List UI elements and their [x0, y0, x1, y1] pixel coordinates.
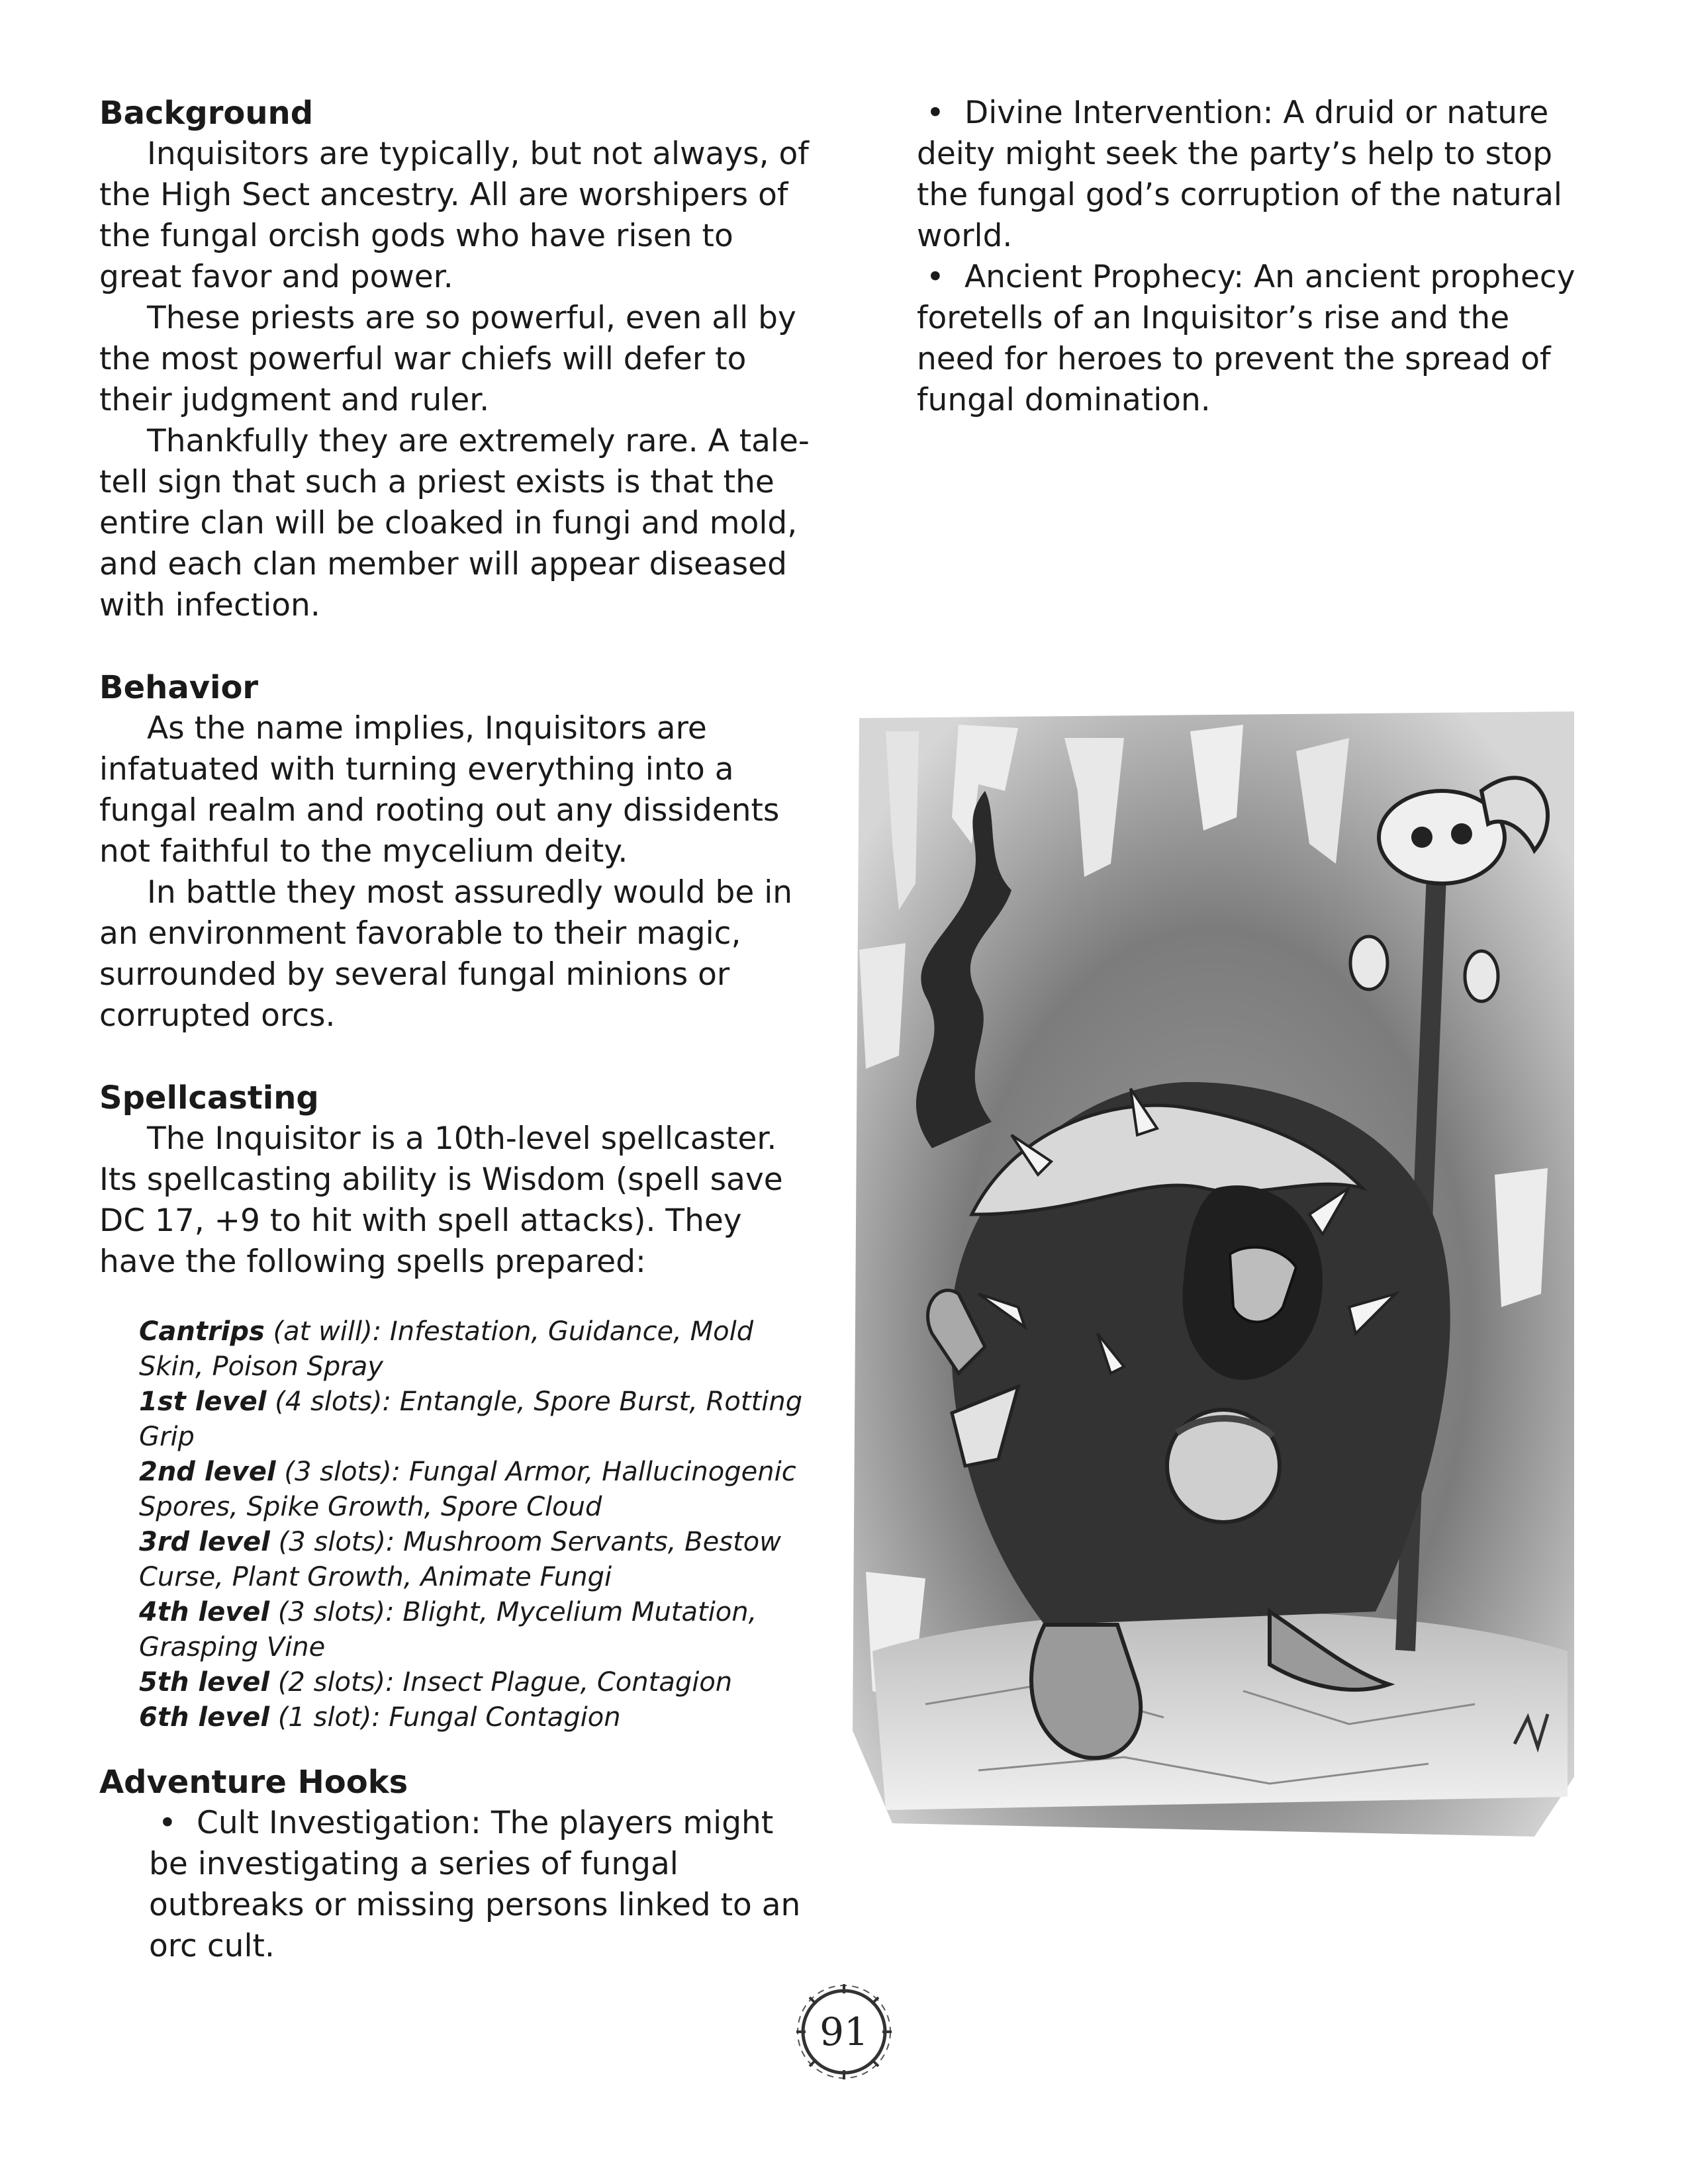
spell-level-entry: 1st level (4 slots): Entangle, Spore Burst, Rotting Grip	[139, 1387, 803, 1452]
background-paragraph: These priests are so powerful, even all by the most powerful war chiefs will defer to their judgment and ruler.	[99, 300, 796, 418]
spell-level-entry: 5th level (2 slots): Insect Plague, Contagion	[139, 1667, 733, 1698]
list-item: • Cult Investigation: The players might be investigating a series of fungal outbreaks or missing persons linked to an orc cult.	[149, 1803, 814, 1967]
spell-level-entry: 2nd level (3 slots): Fungal Armor, Hallucinogenic Spores, Spike Growth, Spore Cloud	[139, 1457, 796, 1522]
spell-level-entry: 3rd level (3 slots): Mushroom Servants, Bestow Curse, Plant Growth, Animate Fungi	[139, 1527, 781, 1592]
page-number: 91	[820, 2009, 868, 2054]
behavior-paragraph: As the name implies, Inquisitors are infatuated with turning everything into a fungal realm and rooting out any dissidents not faithful to the mycelium deity.	[99, 710, 780, 870]
adventure-hooks-heading: Adventure Hooks	[99, 1764, 408, 1801]
bullet-icon: •	[926, 95, 945, 131]
page-number-ornament	[791, 1979, 897, 2085]
background-paragraph: Thankfully they are extremely rare. A tale-tell sign that such a priest exists is that the entire clan will be cloaked in fungi and mold, and each clan member will appear diseased with infection.	[99, 423, 810, 623]
behavior-paragraph: In battle they most assuredly would be in an environment favorable to their magic, surrounded by several fungal minions or corrupted orcs.	[99, 874, 793, 1034]
background-paragraph: Inquisitors are typically, but not always, of the High Sect ancestry. All are worshipers of the fungal orcish gods who have risen to great favor and power.	[99, 136, 809, 295]
spellcasting-paragraph: The Inquisitor is a 10th-level spellcaster. Its spellcasting ability is Wisdom (spell save DC 17, +9 to hit with spell attacks). They have the following spells prepared:	[99, 1120, 783, 1280]
list-item: • Ancient Prophecy: An ancient prophecy foretells of an Inquisitor’s rise and the need for heroes to prevent the spread of fungal domination.	[917, 257, 1592, 421]
bullet-icon: •	[158, 1805, 177, 1841]
list-item: • Divine Intervention: A druid or nature deity might seek the party’s help to stop the fungal god’s corruption of the natural world.	[917, 93, 1592, 257]
spell-level-entry: 6th level (1 slot): Fungal Contagion	[139, 1702, 621, 1733]
spellcasting-heading: Spellcasting	[99, 1079, 319, 1116]
adventure-hooks-list	[149, 1803, 814, 1967]
background-heading: Background	[99, 95, 314, 132]
right-column	[917, 93, 1592, 421]
spell-level-entry: 4th level (3 slots): Blight, Mycelium Mutation, Grasping Vine	[139, 1597, 757, 1662]
left-column	[99, 93, 814, 1967]
bullet-icon: •	[926, 259, 945, 295]
spell-level-entry: Cantrips (at will): Infestation, Guidance, Mold Skin, Poison Spray	[139, 1316, 754, 1382]
behavior-heading: Behavior	[99, 669, 259, 706]
spell-list	[139, 1314, 814, 1735]
inquisitor-illustration	[846, 711, 1581, 1843]
